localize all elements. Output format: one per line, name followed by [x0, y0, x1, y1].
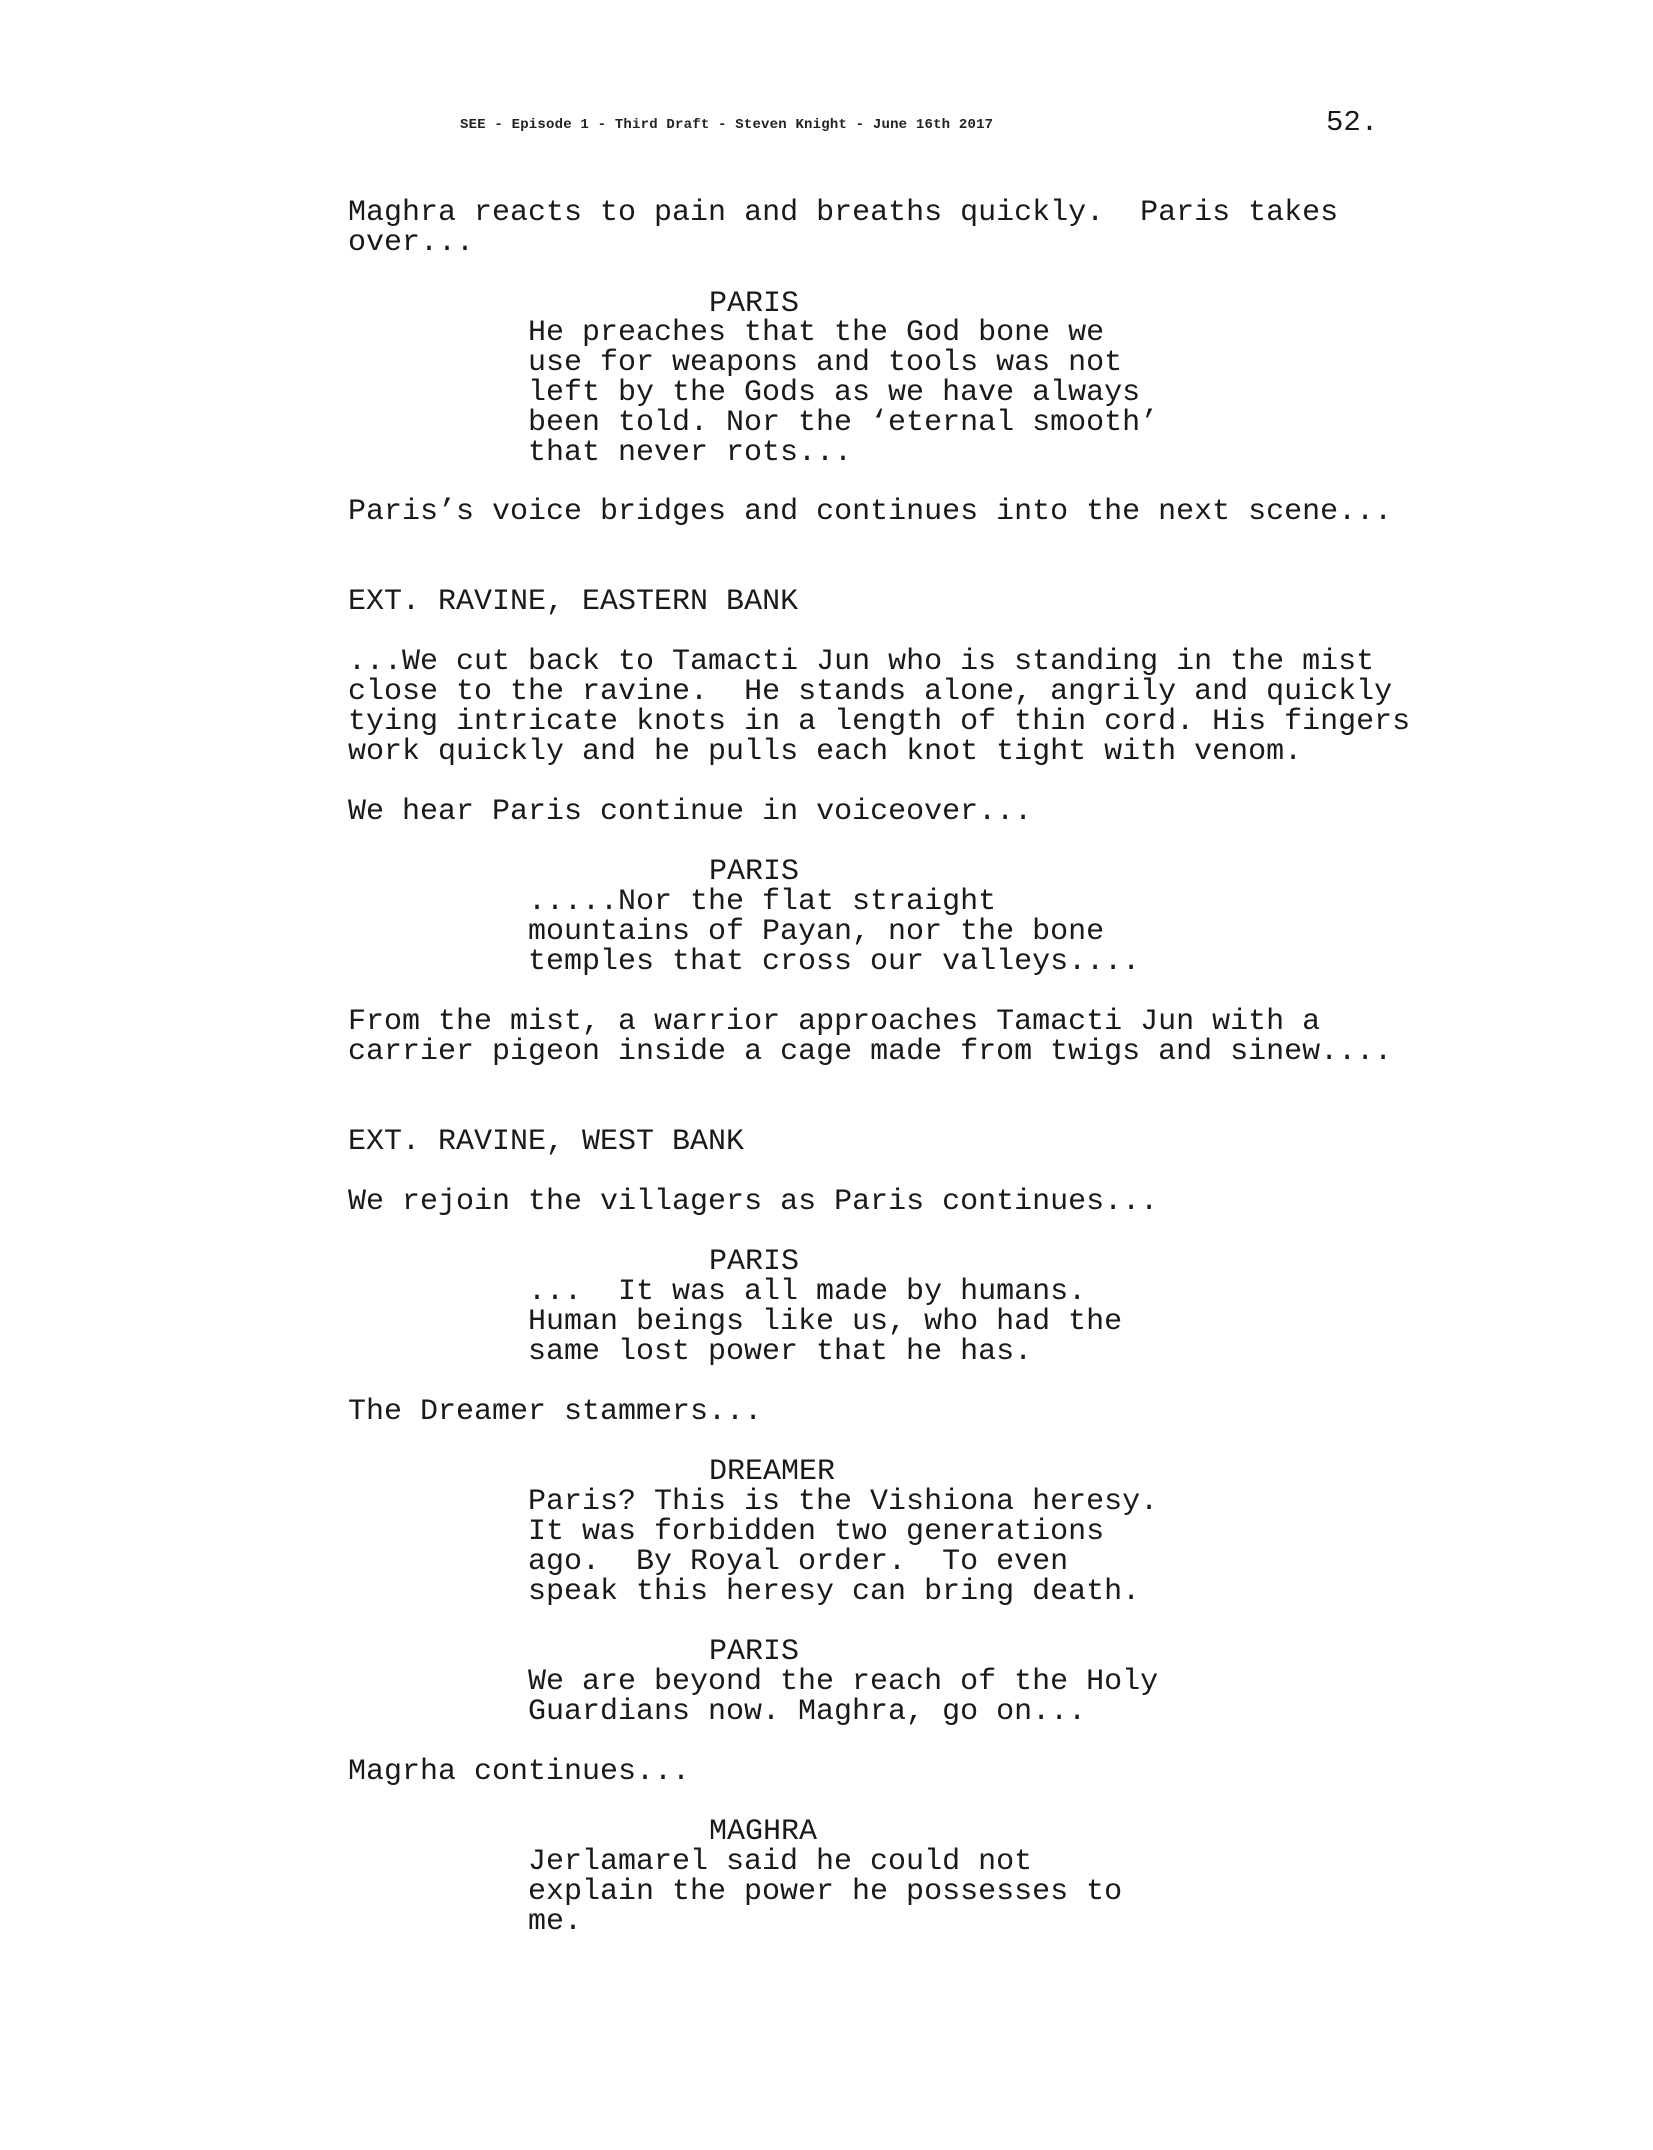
dialogue-line: We are beyond the reach of the Holy — [528, 1665, 1159, 1699]
action-line: We rejoin the villagers as Paris continues... — [348, 1185, 1159, 1219]
character-cue: PARIS — [709, 855, 800, 889]
action-line: Paris’s voice bridges and continues into the next scene... — [348, 495, 1393, 529]
character-cue: PARIS — [709, 1635, 800, 1669]
running-header: SEE - Episode 1 - Third Draft - Steven Knight - June 16th 2017 — [460, 117, 994, 133]
action-line: work quickly and he pulls each knot tight with venom. — [348, 735, 1303, 769]
scene-heading: EXT. RAVINE, WEST BANK — [348, 1125, 745, 1159]
action-line: Magrha continues... — [348, 1755, 691, 1789]
dialogue-line: been told. Nor the ‘eternal smooth’ — [528, 406, 1159, 440]
dialogue-line: Paris? This is the Vishiona heresy. — [528, 1485, 1159, 1519]
action-line: The Dreamer stammers... — [348, 1395, 763, 1429]
dialogue-line: Guardians now. Maghra, go on... — [528, 1695, 1087, 1729]
dialogue-line: me. — [528, 1905, 583, 1939]
character-cue: PARIS — [709, 287, 800, 321]
dialogue-line: same lost power that he has. — [528, 1335, 1033, 1369]
dialogue-line: ... It was all made by humans. — [528, 1275, 1087, 1309]
scene-heading: EXT. RAVINE, EASTERN BANK — [348, 585, 799, 619]
page-number: 52. — [1326, 106, 1379, 139]
dialogue-line: that never rots... — [528, 436, 853, 470]
character-cue: DREAMER — [709, 1455, 836, 1489]
character-cue: MAGHRA — [709, 1815, 818, 1849]
dialogue-line: speak this heresy can bring death. — [528, 1575, 1141, 1609]
action-line: over... — [348, 226, 475, 260]
dialogue-line: use for weapons and tools was not — [528, 346, 1123, 380]
dialogue-line: Jerlamarel said he could not — [528, 1845, 1033, 1879]
dialogue-line: mountains of Payan, nor the bone — [528, 915, 1105, 949]
action-line: tying intricate knots in a length of thin cord. His fingers — [348, 705, 1411, 739]
action-line: carrier pigeon inside a cage made from twigs and sinew.... — [348, 1035, 1393, 1069]
action-line: Maghra reacts to pain and breaths quickly. Paris takes — [348, 196, 1339, 230]
action-line: ...We cut back to Tamacti Jun who is standing in the mist — [348, 645, 1375, 679]
action-line: close to the ravine. He stands alone, angrily and quickly — [348, 675, 1393, 709]
dialogue-line: He preaches that the God bone we — [528, 316, 1105, 350]
dialogue-line: Human beings like us, who had the — [528, 1305, 1123, 1339]
dialogue-line: .....Nor the flat straight — [528, 885, 997, 919]
action-line: From the mist, a warrior approaches Tamacti Jun with a — [348, 1005, 1321, 1039]
dialogue-line: ago. By Royal order. To even — [528, 1545, 1069, 1579]
dialogue-line: left by the Gods as we have always — [528, 376, 1141, 410]
dialogue-line: temples that cross our valleys.... — [528, 945, 1141, 979]
dialogue-line: It was forbidden two generations — [528, 1515, 1105, 1549]
action-line: We hear Paris continue in voiceover... — [348, 795, 1033, 829]
character-cue: PARIS — [709, 1245, 800, 1279]
dialogue-line: explain the power he possesses to — [528, 1875, 1123, 1909]
